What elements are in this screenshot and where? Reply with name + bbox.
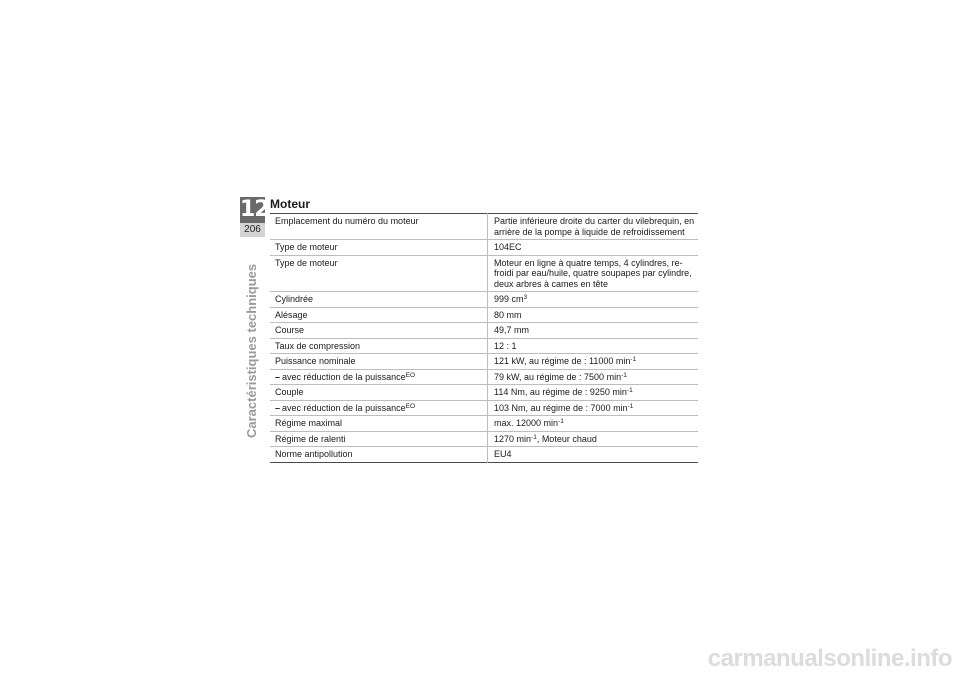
spec-value-cell xyxy=(488,255,699,292)
spec-value-cell xyxy=(488,416,699,432)
spec-value: 1270 min xyxy=(494,433,532,444)
spec-label: Type de moteur xyxy=(275,242,338,252)
spec-value-suffix: , Moteur chaud xyxy=(536,433,597,444)
table-row xyxy=(270,400,698,416)
table-row xyxy=(270,416,698,432)
table-row xyxy=(270,369,698,385)
spec-value: 103 Nm, au régime de : 7000 min xyxy=(494,402,628,413)
spec-label: Type de moteur xyxy=(275,257,338,268)
spec-value: 12 : 1 xyxy=(494,340,517,351)
spec-label: Régime de ralenti xyxy=(275,433,346,444)
dash-marker: – xyxy=(275,402,281,413)
spec-label-cell xyxy=(270,323,488,339)
chapter-number: 12 xyxy=(240,197,269,222)
spec-value-cell xyxy=(488,214,699,240)
spec-value-cell xyxy=(488,338,699,354)
table-row xyxy=(270,307,698,323)
spec-value: 104EC xyxy=(494,242,522,252)
spec-label: avec réduction de la puissance xyxy=(282,371,406,382)
spec-label-cell xyxy=(270,431,488,447)
spec-value-cell xyxy=(488,447,699,463)
table-row xyxy=(270,354,698,370)
spec-value: Moteur en ligne à quatre temps, 4 cylindres, re-froidi par eau/huile, quatre soupapes par cylindre, deux arbres à cames en tête xyxy=(494,257,692,289)
spec-label: Norme antipollution xyxy=(275,449,353,459)
spec-label: Taux de compression xyxy=(275,340,361,351)
spec-value: 999 cm xyxy=(494,294,524,304)
spec-value: 49,7 mm xyxy=(494,325,530,335)
spec-value-cell xyxy=(488,323,699,339)
spec-value-cell xyxy=(488,400,699,416)
watermark: carmanualsonline.info xyxy=(707,645,952,672)
spec-value: 114 Nm, au régime de : 9250 min xyxy=(494,387,627,397)
unit-exponent: -1 xyxy=(626,387,633,394)
spec-value: EU4 xyxy=(494,449,512,459)
spec-label-cell xyxy=(270,416,488,432)
spec-label: Course xyxy=(275,325,305,335)
spec-value-cell xyxy=(488,431,699,447)
table-row xyxy=(270,255,698,292)
table-row xyxy=(270,431,698,447)
spec-label-cell xyxy=(270,385,488,401)
spec-label-cell xyxy=(270,255,488,292)
spec-label: Emplacement du numéro du moteur xyxy=(275,216,419,226)
table-row xyxy=(270,447,698,463)
unit-exponent: 3 xyxy=(523,294,528,301)
spec-label-cell xyxy=(270,214,488,240)
spec-label: Alésage xyxy=(275,309,308,320)
spec-value-cell xyxy=(488,240,699,256)
spec-label: Cylindrée xyxy=(275,294,314,304)
spec-value-cell xyxy=(488,292,699,308)
unit-exponent: -1 xyxy=(627,402,634,410)
spec-value: Partie inférieure droite du carter du vilebrequin, en arrière de la pompe à liquide de refroidissement xyxy=(494,216,695,237)
footnote-marker: EO xyxy=(405,371,416,379)
spec-label-cell xyxy=(270,369,488,385)
table-row xyxy=(270,292,698,308)
spec-value: 121 kW, au régime de : 11000 min xyxy=(494,356,631,366)
spec-label-cell xyxy=(270,400,488,416)
spec-table-body xyxy=(270,214,698,463)
spec-label-cell xyxy=(270,292,488,308)
spec-label: avec réduction de la puissance xyxy=(282,402,406,413)
page-number: 206 xyxy=(240,223,265,237)
footnote-marker: EO xyxy=(405,402,416,410)
dash-marker: – xyxy=(275,371,281,382)
table-row xyxy=(270,338,698,354)
spec-value: max. 12000 min xyxy=(494,418,559,428)
section-title: Moteur xyxy=(270,197,310,211)
spec-label: Puissance nominale xyxy=(275,356,356,366)
unit-exponent: -1 xyxy=(531,433,537,441)
spec-value-cell xyxy=(488,354,699,370)
spec-value-cell xyxy=(488,369,699,385)
spec-label-cell xyxy=(270,338,488,354)
chapter-side-label: Caractéristiques techniques xyxy=(244,263,259,438)
unit-exponent: -1 xyxy=(621,371,627,379)
table-row xyxy=(270,323,698,339)
table-row xyxy=(270,240,698,256)
spec-label-cell xyxy=(270,354,488,370)
spec-label-cell xyxy=(270,447,488,463)
unit-exponent: -1 xyxy=(630,356,637,363)
spec-label-cell xyxy=(270,307,488,323)
unit-exponent: -1 xyxy=(558,418,564,425)
spec-value-cell xyxy=(488,385,699,401)
spec-label: Couple xyxy=(275,387,304,397)
table-row xyxy=(270,385,698,401)
engine-spec-table xyxy=(270,213,698,463)
spec-value-cell xyxy=(488,307,699,323)
spec-label: Régime maximal xyxy=(275,418,343,428)
spec-value: 79 kW, au régime de : 7500 min xyxy=(494,371,622,382)
spec-value: 80 mm xyxy=(494,309,522,320)
spec-label-cell xyxy=(270,240,488,256)
table-row xyxy=(270,214,698,240)
